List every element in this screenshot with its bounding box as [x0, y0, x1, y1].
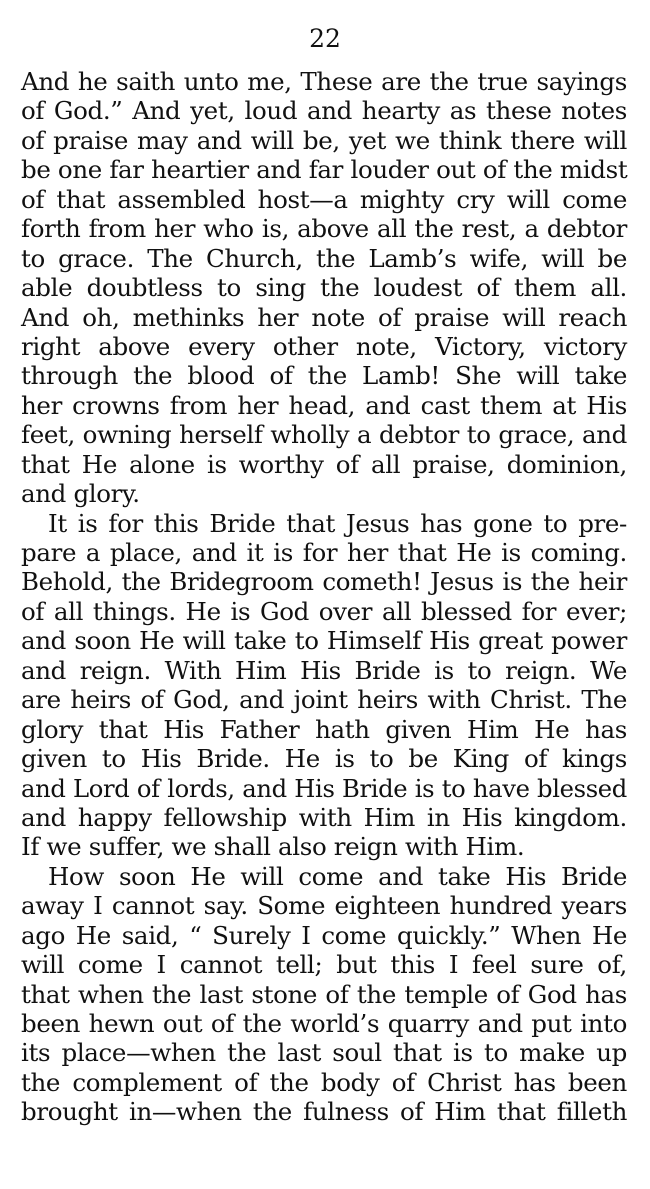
text-line: of praise may and will be, yet we think there will [21, 125, 627, 155]
text-line: brought in—when the fulness of Him that filleth [21, 1097, 627, 1127]
text-line: that He alone is worthy of all praise, dominion, [21, 449, 627, 479]
text-line: and soon He will take to Himself His great power [21, 626, 627, 656]
text-line: through the blood of the Lamb! She will take [21, 361, 627, 391]
text-line: of God.” And yet, loud and hearty as these notes [21, 96, 627, 126]
text-line: will come I cannot tell; but this I feel sure of, [21, 950, 627, 980]
text-line: able doubtless to sing the loudest of them all. [21, 273, 627, 303]
text-line: away I cannot say. Some eighteen hundred years [21, 891, 627, 921]
text-line: its place—when the last soul that is to make up [21, 1038, 627, 1068]
text-line: If we suffer, we shall also reign with Him. [21, 832, 525, 862]
paragraph [21, 862, 627, 1127]
text-line: been hewn out of the world’s quarry and put into [21, 1009, 627, 1038]
text-line: and reign. With Him His Bride is to reign. We [21, 655, 627, 685]
text-line: and Lord of lords, and His Bride is to have blessed [21, 773, 627, 803]
text-line: that when the last stone of the temple of God has [21, 979, 627, 1009]
text-line: are heirs of God, and joint heirs with Christ. The [21, 685, 627, 715]
text-line: given to His Bride. He is to be King of kings [21, 744, 627, 774]
text-line: feet, owning herself wholly a debtor to grace, and [21, 420, 627, 450]
text-line: and glory. [21, 479, 140, 509]
text-line: It is for this Bride that Jesus has gone to pre- [48, 508, 627, 538]
text-line: ago He said, “ Surely I come quickly.” When He [21, 920, 627, 950]
text-line: And oh, methinks her note of praise will reach [21, 302, 627, 332]
text-line: Behold, the Bridegroom cometh! Jesus is the heir [21, 567, 627, 597]
text-line: her crowns from her head, and cast them at His [21, 390, 627, 420]
text-line: of that assembled host—a mighty cry will come [21, 184, 627, 214]
text-line: And he saith unto me, These are the true sayings [21, 67, 627, 96]
text-line: the complement of the body of Christ has been [21, 1067, 627, 1097]
paragraph [21, 509, 627, 862]
text-line: forth from her who is, above all the rest, a debtor [21, 214, 627, 244]
text-line: be one far heartier and far louder out of the midst [21, 155, 628, 185]
text-line: pare a place, and it is for her that He is coming. [21, 538, 627, 567]
text-line: glory that His Father hath given Him He has [21, 714, 627, 744]
text-line: right above every other note, Victory, victory [21, 331, 627, 361]
text-line: How soon He will come and take His Bride [48, 861, 627, 891]
text-line: to grace. The Church, the Lamb’s wife, will be [21, 243, 627, 273]
paragraph [21, 67, 627, 509]
text-line: and happy fellowship with Him in His kingdom. [21, 802, 627, 832]
page-number: 22 [309, 24, 341, 53]
body-text [21, 67, 627, 1127]
text-line: of all things. He is God over all blessed for ever; [21, 596, 627, 626]
